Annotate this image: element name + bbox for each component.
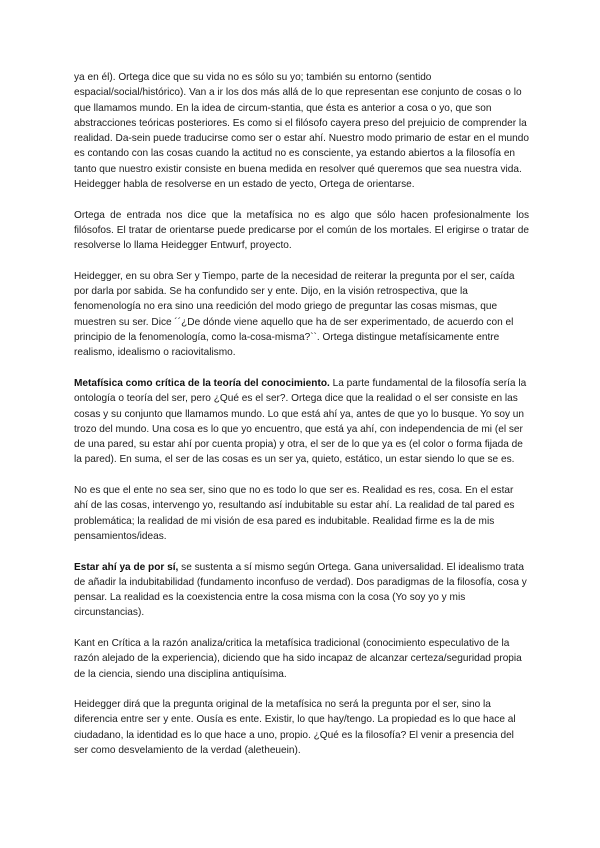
paragraph-3-text: Heidegger, en su obra Ser y Tiempo, parte de la necesidad de reiterar la pregunta por el ser, caída por darla por sabida. Se ha confundido ser y ente. Dijo, en la visión retrospectiva, que la fenomenología no era sino una reedición del modo griego de preguntar las cosas mismas, que muestren su ser. Dice ´´¿De dónde viene aquello que ha de ser experimentado, de acuerdo con el principio de la fenomenología, como la-cosa-misma?``. Ortega distingue metafísicamente entre realismo, idealismo o raciovitalismo. — [74, 270, 515, 359]
paragraph-1 — [74, 70, 529, 192]
paragraph-4-heading: Metafísica como crítica de la teoría del conocimiento. — [74, 377, 330, 389]
paragraph-6-text: se sustenta a sí mismo según Ortega. Gana universalidad. El idealismo trata de añadir la indubitabilidad (fundamento inconfuso de verdad). Dos paradigmas de la filosofía, cosa y pensar. La realidad es la coexistencia entre la cosa misma con la cosa (Yo soy yo y mis circunstancias). — [74, 561, 527, 619]
paragraph-6-heading: Estar ahí ya de por sí, — [74, 561, 179, 573]
paragraph-2-text: Ortega de entrada nos dice que la metafísica no es algo que sólo hacen profesionalmente los filósofos. El tratar de orientarse puede predicarse por el común de los mortales. El erigirse o tratar de resolverse lo llama Heidegger Entwurf, proyecto. — [74, 209, 529, 252]
paragraph-6 — [74, 560, 529, 621]
paragraph-4 — [74, 376, 529, 468]
document-body — [74, 70, 529, 774]
paragraph-5 — [74, 483, 529, 544]
paragraph-7 — [74, 636, 529, 682]
paragraph-8-text: Heidegger dirá que la pregunta original de la metafísica no será la pregunta por el ser, sino la diferencia entre ser y ente. Ousía es ente. Existir, lo que hay/tengo. La propiedad es lo que hace al ciudadano, la identidad es lo que hace a uno, propio. ¿Qué es la filosofía? El venir a presencia del ser como desvelamiento de la verdad (aletheuein). — [74, 699, 516, 757]
paragraph-5-text: No es que el ente no sea ser, sino que no es todo lo que ser es. Realidad es res, cosa. En el estar ahí de las cosas, intervengo yo, resultando así indubitable su estar ahí. La realidad de tal pared es problemática; la realidad de mi visión de esa pared es indubitable. Realidad firme es la de mis pensamientos/ideas. — [74, 485, 515, 542]
paragraph-1-text: ya en él). Ortega dice que su vida no es sólo su yo; también su entorno (sentido espacial/social/histórico). Van a ir los dos más allá de lo que representan ese conjunto de cosas o lo que llamamos mundo. En la idea de circum-stantia, que ésta es anterior a cosa o yo, que son abstracciones teóricas posteriores. Es como si el filósofo cayera preso del prejuicio de comprender la realidad. Da-sein puede traducirse como ser o estar ahí. Nuestro modo primario de estar en el mundo es contando con las cosas cuando la actitud no es consciente, ya estando abiertos a la filosofía en tanto que nuestro existir consiste en buena medida en resolver qué queremos que sea nuestra vida. Heidegger habla de resolverse en un estado de yecto, Ortega de orientarse. — [74, 72, 530, 191]
paragraph-8 — [74, 697, 529, 758]
paragraph-7-text: Kant en Crítica a la razón analiza/critica la metafísica tradicional (conocimiento especulativo de la razón alejado de la experiencia), diciendo que ha sido incapaz de alcanzar certeza/seguridad propia de la ciencia, siendo una disciplina antiquísima. — [74, 637, 522, 680]
paragraph-4-text: La parte fundamental de la filosofía sería la ontología o teoría del ser, pero ¿Qué es el ser?. Ortega dice que la realidad o el ser consiste en las cosas y su conjunto que llamamos mundo. Lo que está ahí ya, antes de que yo lo busque. Yo soy un trozo del mundo. Una cosa es lo que yo encuentro, que está ya ahí, con independencia de mi (el ser de una pared, su estar ahí por cuenta propia) y otra, el ser de lo que ya es (el color o forma fijada de la pared). En suma, el ser de las cosas es un ser ya, quieto, estático, un estar siendo lo que se es. — [74, 377, 527, 466]
paragraph-3 — [74, 269, 529, 361]
paragraph-2 — [74, 208, 529, 254]
